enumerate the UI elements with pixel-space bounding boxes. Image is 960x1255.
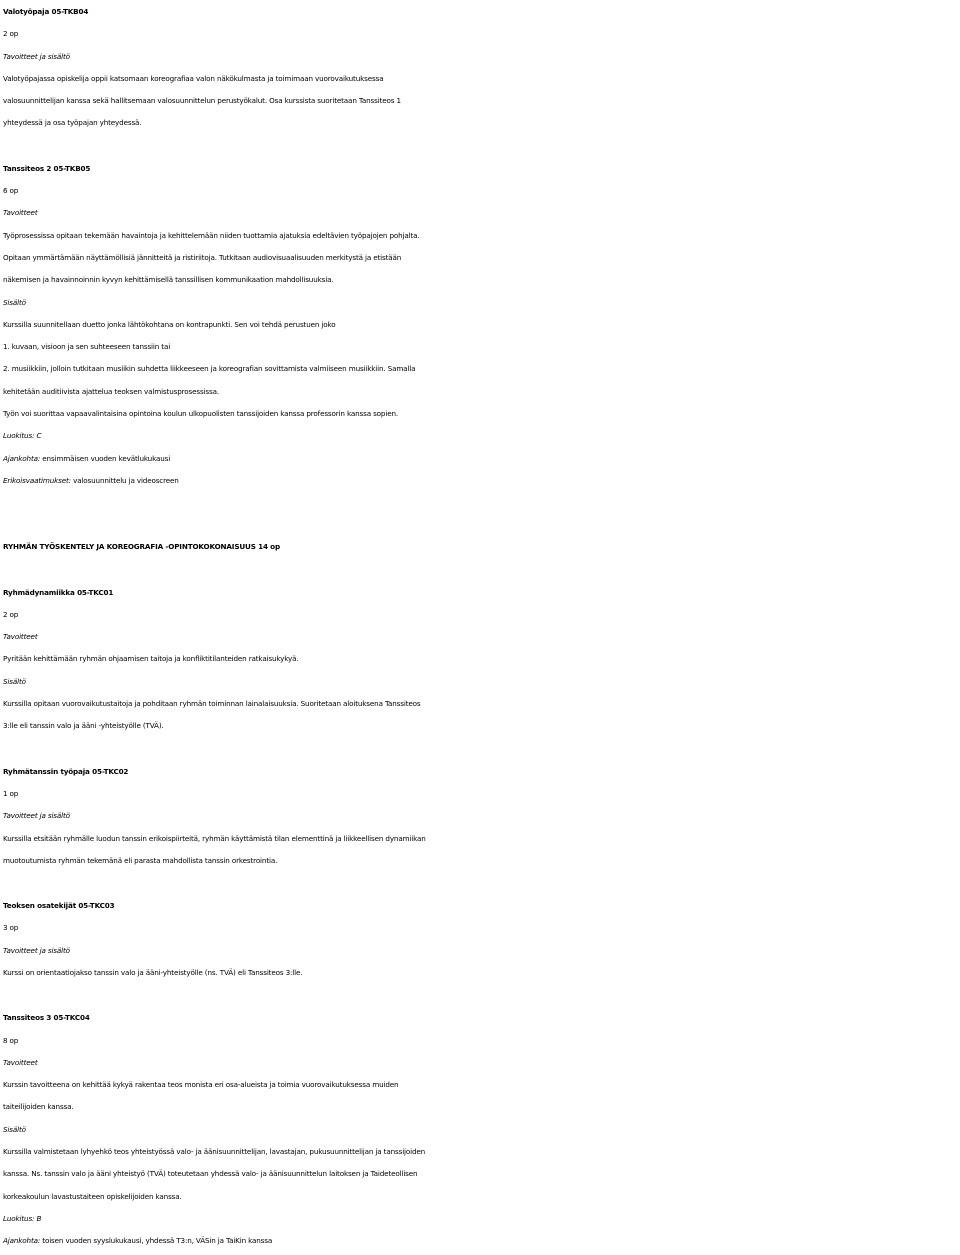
- body-line: korkeakoulun lavastustaiteen opiskelijoiden kanssa.: [3, 1191, 182, 1201]
- course-tanssiteos-3: [3, 1007, 958, 1252]
- body-line: 3:lle eli tanssin valo ja ääni -yhteistyölle (TVÄ).: [3, 721, 164, 731]
- body-line: Kurssilla suunnitellaan duetto jonka lähtökohtana on kontrapunkti. Sen voi tehdä perustuen joko: [3, 319, 336, 329]
- course-credits: 2 op: [3, 609, 19, 619]
- body-line: kehitetään auditiivista ajattelua teoksen valmistusprosessissa.: [3, 386, 219, 396]
- special-requirements-row: [3, 470, 958, 492]
- body-line: Kurssin tavoitteena on kehittää kykyä rakentaa teos monista eri osa-alueista ja toimia vuorovaikutuksessa muiden: [3, 1080, 399, 1090]
- body-line: Opitaan ymmärtämään näyttämöllisiä jännitteitä ja ristiriitoja. Tutkitaan audiovisuaalisuuden merkitystä ja etistään: [3, 252, 402, 262]
- timing-row: [3, 448, 958, 470]
- body-line: yhteydessä ja osa työpajan yhteydessä.: [3, 118, 142, 128]
- body-line: Valotyöpajassa opiskelija oppii katsomaan koreografiaa valon näkökulmasta ja toimimaan vuorovaikutuksessa: [3, 73, 384, 83]
- section-heading: Tavoitteet: [3, 1057, 38, 1067]
- course-title: Tanssiteos 2 05-TKB05: [3, 163, 91, 173]
- section-heading: Sisältö: [3, 676, 26, 686]
- timing-value: toisen vuoden syyslukukausi, yhdessä T3:n, VÄSin ja TaiKin kanssa: [40, 1236, 273, 1246]
- timing-label: Ajankohta:: [3, 453, 41, 463]
- course-title: Ryhmädynamiikka 05-TKC01: [3, 587, 114, 597]
- course-ryhmadynamiikka: [3, 582, 958, 738]
- section-heading: Tavoitteet ja sisältö: [3, 51, 70, 61]
- body-line: Pyritään kehittämään ryhmän ohjaamisen taitoja ja konfliktitilanteiden ratkaisukykyä.: [3, 654, 299, 664]
- study-module-title: RYHMÄN TYÖSKENTELY JA KOREOGRAFIA -OPINTOKOKONAISUUS 14 op: [3, 542, 280, 552]
- body-line: kanssa. Ns. tanssin valo ja ääni yhteistyö (TVÄ) toteutetaan yhdessä valo- ja äänisuunnittelun laitoksen ja Taideteollisen: [3, 1169, 418, 1179]
- course-credits: 8 op: [3, 1035, 19, 1045]
- section-heading: Tavoitteet ja sisältö: [3, 945, 70, 955]
- course-valotyopaja: [3, 1, 958, 135]
- section-heading: Sisältö: [3, 1124, 26, 1134]
- grading-label: Luokitus: B: [3, 1213, 42, 1223]
- course-title: Tanssiteos 3 05-TKC04: [3, 1013, 90, 1023]
- course-credits: 6 op: [3, 186, 19, 196]
- section-heading: Tavoitteet: [3, 208, 38, 218]
- section-heading: Tavoitteet ja sisältö: [3, 811, 70, 821]
- body-line: Kurssilla etsitään ryhmälle luodun tanssin erikoispiirteitä, ryhmän käyttämistä tilan elementtinä ja liikkeellisen dynamiikan: [3, 833, 426, 843]
- body-line: 2. musiikkiin, jolloin tutkitaan musiikin suhdetta liikkeeseen ja koreografian sovittamista valmiiseen musiikkiin. Samalla: [3, 364, 416, 374]
- body-line: valosuunnittelijan kanssa sekä hallitsemaan valosuunnittelun perustyökalut. Osa kurssista suoritetaan Tanssiteos 1: [3, 96, 401, 106]
- body-line: 1. kuvaan, visioon ja sen suhteeseen tanssiin tai: [3, 342, 171, 352]
- body-line: muotoutumista ryhmän tekemänä eli parasta mahdollista tanssin orkestrointia.: [3, 855, 278, 865]
- course-credits: 1 op: [3, 788, 19, 798]
- section-heading: Tavoitteet: [3, 632, 38, 642]
- special-requirements-value: valosuunnittelu ja videoscreen: [70, 475, 179, 485]
- course-credits: 2 op: [3, 29, 19, 39]
- course-credits: 3 op: [3, 923, 19, 933]
- body-line: Työprosessissa opitaan tekemään havaintoja ja kehittelemään niiden tuottamia ajatuksia edeltävien työpajojen pohjalta.: [3, 230, 420, 240]
- body-line: Kurssi on orientaatiojakso tanssin valo ja ääni-yhteistyölle (ns. TVÄ) eli Tanssiteos 3:lle.: [3, 967, 303, 977]
- section-heading: Sisältö: [3, 297, 26, 307]
- body-line: Kurssilla opitaan vuorovaikutustaitoja ja pohditaan ryhmän toiminnan lainalaisuuksia. Suoritetaan aloituksena Tanssiteos: [3, 699, 421, 709]
- body-line: Kurssilla valmistetaan lyhyehkö teos yhteistyössä valo- ja äänisuunnittelijan, lavastajan, pukusuunnittelijan ja tanssijoiden: [3, 1147, 426, 1157]
- special-requirements-label: Erikoisvaatimukset:: [3, 475, 71, 485]
- course-teoksen-osatekijat: [3, 895, 958, 984]
- course-title: Teoksen osatekijät 05-TKC03: [3, 901, 115, 911]
- body-line: Työn voi suorittaa vapaavalintaisina opintoina koulun ulkopuolisten tanssijoiden kanssa professorin kanssa sopien.: [3, 409, 399, 419]
- timing-value: ensimmäisen vuoden kevätlukukausi: [40, 453, 171, 463]
- course-ryhmatanssin-tyopaja: [3, 761, 958, 872]
- body-line: näkemisen ja havainnoinnin kyvyn kehittämisellä tanssillisen kommunikaation mahdollisuuksia.: [3, 275, 334, 285]
- document-page: [3, 1, 958, 1253]
- grading-label: Luokitus: C: [3, 431, 42, 441]
- timing-label: Ajankohta:: [3, 1236, 41, 1246]
- course-title: Ryhmätanssin työpaja 05-TKC02: [3, 766, 129, 776]
- course-tanssiteos-2: [3, 158, 958, 492]
- course-title: Valotyöpaja 05-TKB04: [3, 7, 89, 16]
- timing-row: [3, 1230, 958, 1252]
- body-line: taiteilijoiden kanssa.: [3, 1102, 74, 1112]
